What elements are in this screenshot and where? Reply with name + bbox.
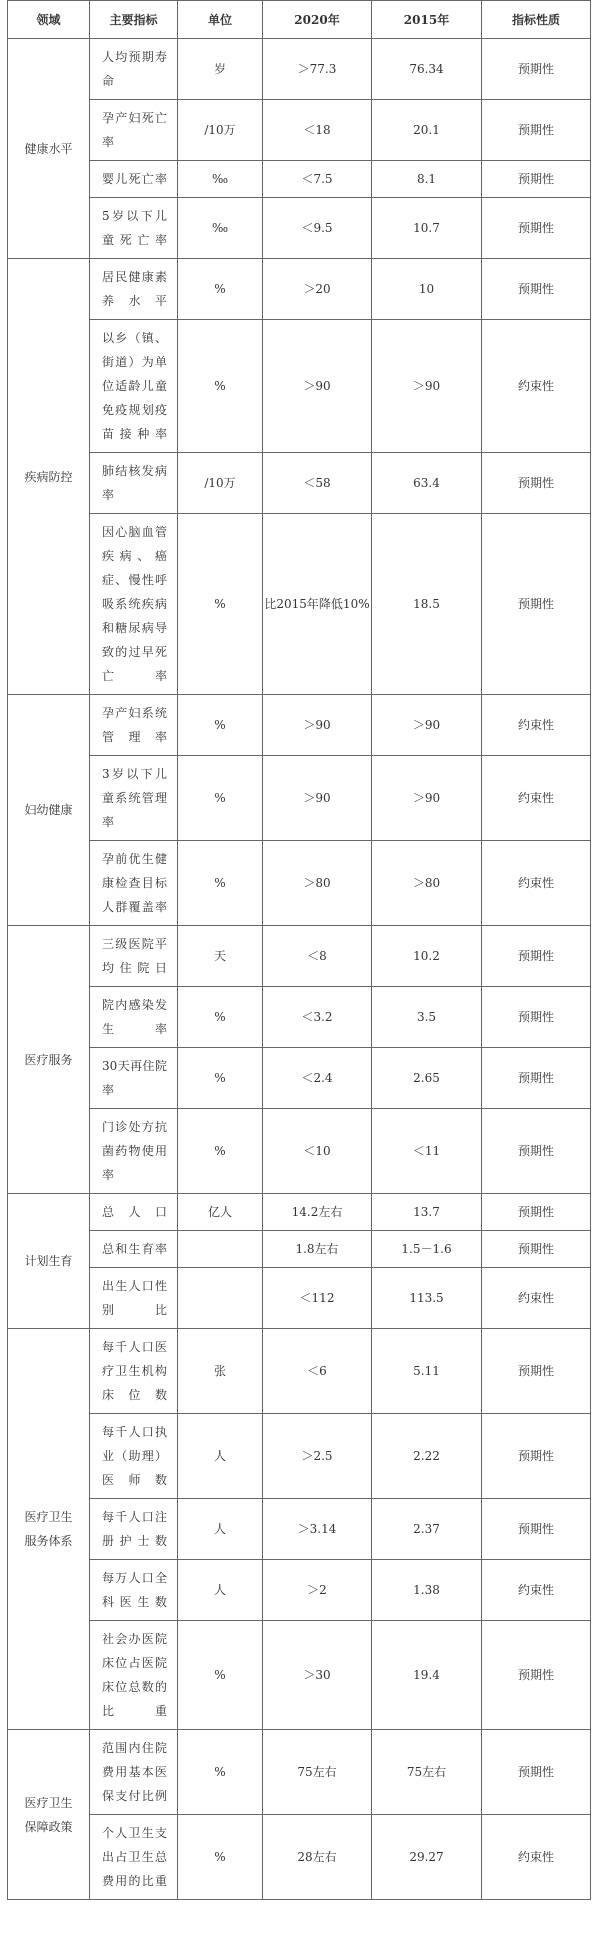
unit-cell: 人 [178,1414,263,1499]
table-row [8,756,591,841]
value-2015-cell: ＞80 [372,841,482,926]
nature-cell: 预期性 [482,514,591,695]
nature-cell: 约束性 [482,695,591,756]
header-2015: 2015年 [372,1,482,39]
indicator-cell: 人均预期寿命 [90,39,178,100]
value-2015-cell: 113.5 [372,1268,482,1329]
domain-cell: 医疗卫生服务体系 [8,1329,90,1730]
domain-cell: 健康水平 [8,39,90,259]
value-2015-cell: ＞90 [372,695,482,756]
value-2020-cell: ＜58 [263,453,372,514]
nature-cell: 约束性 [482,1560,591,1621]
table-row [8,1048,591,1109]
value-2015-cell: 5.11 [372,1329,482,1414]
value-2020-cell: ＞90 [263,320,372,453]
value-2020-cell: ＞2.5 [263,1414,372,1499]
indicator-cell: 因心脑血管疾病、癌症、慢性呼吸系统疾病和糖尿病导致的过早死亡率 [90,514,178,695]
unit-cell: 人 [178,1560,263,1621]
indicator-cell: 孕前优生健康检查目标人群覆盖率 [90,841,178,926]
value-2015-cell: 20.1 [372,100,482,161]
indicator-cell: 个人卫生支出占卫生总费用的比重 [90,1815,178,1900]
unit-cell [178,1231,263,1268]
nature-cell: 预期性 [482,1414,591,1499]
table-row [8,1109,591,1194]
unit-cell: ‰ [178,161,263,198]
table-row [8,100,591,161]
indicator-cell: 孕产妇系统管理率 [90,695,178,756]
value-2020-cell: ＜2.4 [263,1048,372,1109]
unit-cell: % [178,1621,263,1730]
value-2020-cell: 75左右 [263,1730,372,1815]
value-2020-cell: ＜112 [263,1268,372,1329]
value-2015-cell: 18.5 [372,514,482,695]
table-row [8,841,591,926]
indicator-cell: 每千人口执业（助理）医师数 [90,1414,178,1499]
value-2020-cell: ＞3.14 [263,1499,372,1560]
nature-cell: 预期性 [482,1329,591,1414]
value-2020-cell: ＞80 [263,841,372,926]
table-row [8,987,591,1048]
value-2015-cell: 2.65 [372,1048,482,1109]
value-2015-cell: 8.1 [372,161,482,198]
indicator-cell: 3岁以下儿童系统管理率 [90,756,178,841]
value-2015-cell: 19.4 [372,1621,482,1730]
unit-cell: ‰ [178,198,263,259]
unit-cell: % [178,1109,263,1194]
nature-cell: 预期性 [482,1499,591,1560]
nature-cell: 预期性 [482,198,591,259]
value-2020-cell: ＞90 [263,695,372,756]
table-row [8,1730,591,1815]
unit-cell: 岁 [178,39,263,100]
table-row [8,1815,591,1900]
unit-cell: % [178,841,263,926]
unit-cell: 张 [178,1329,263,1414]
indicator-cell: 范围内住院费用基本医保支付比例 [90,1730,178,1815]
value-2020-cell: ＞90 [263,756,372,841]
unit-cell: % [178,987,263,1048]
value-2015-cell: 2.22 [372,1414,482,1499]
value-2015-cell: ＜11 [372,1109,482,1194]
table-row [8,1560,591,1621]
value-2015-cell: 1.5－1.6 [372,1231,482,1268]
table-row [8,161,591,198]
value-2015-cell: 2.37 [372,1499,482,1560]
nature-cell: 预期性 [482,1109,591,1194]
value-2015-cell: ＞90 [372,756,482,841]
nature-cell: 预期性 [482,1194,591,1231]
indicator-cell: 30天再住院率 [90,1048,178,1109]
value-2020-cell: 1.8左右 [263,1231,372,1268]
value-2015-cell: 10.7 [372,198,482,259]
header-indicator: 主要指标 [90,1,178,39]
value-2015-cell: 76.34 [372,39,482,100]
unit-cell: 亿人 [178,1194,263,1231]
value-2015-cell: ＞90 [372,320,482,453]
table-row [8,453,591,514]
value-2020-cell: ＜18 [263,100,372,161]
nature-cell: 预期性 [482,259,591,320]
indicator-cell: 婴儿死亡率 [90,161,178,198]
indicator-cell: 每万人口全科医生数 [90,1560,178,1621]
table-row [8,514,591,695]
nature-cell: 约束性 [482,841,591,926]
unit-cell: % [178,695,263,756]
value-2020-cell: 14.2左右 [263,1194,372,1231]
value-2020-cell: ＜3.2 [263,987,372,1048]
table-row [8,1268,591,1329]
value-2015-cell: 3.5 [372,987,482,1048]
value-2020-cell: ＜7.5 [263,161,372,198]
nature-cell: 约束性 [482,320,591,453]
table-row [8,1231,591,1268]
value-2015-cell: 63.4 [372,453,482,514]
nature-cell: 预期性 [482,1621,591,1730]
header-domain: 领域 [8,1,90,39]
table-row [8,1621,591,1730]
value-2020-cell: ＞30 [263,1621,372,1730]
header-nature: 指标性质 [482,1,591,39]
value-2015-cell: 75左右 [372,1730,482,1815]
unit-cell: % [178,259,263,320]
unit-cell: % [178,320,263,453]
nature-cell: 预期性 [482,1231,591,1268]
value-2020-cell: ＜8 [263,926,372,987]
nature-cell: 预期性 [482,161,591,198]
nature-cell: 约束性 [482,756,591,841]
value-2020-cell: ＜6 [263,1329,372,1414]
nature-cell: 预期性 [482,1730,591,1815]
indicator-cell: 门诊处方抗菌药物使用率 [90,1109,178,1194]
indicator-cell: 每千人口注册护士数 [90,1499,178,1560]
table-row [8,320,591,453]
table-row [8,695,591,756]
table-row [8,1329,591,1414]
nature-cell: 预期性 [482,100,591,161]
table-row [8,39,591,100]
value-2020-cell: ＞2 [263,1560,372,1621]
indicator-cell: 三级医院平均住院日 [90,926,178,987]
domain-cell: 计划生育 [8,1194,90,1329]
unit-cell [178,1268,263,1329]
indicator-cell: 以乡（镇、街道）为单位适龄儿童免疫规划疫苗接种率 [90,320,178,453]
indicator-cell: 社会办医院床位占医院床位总数的比重 [90,1621,178,1730]
domain-cell: 疾病防控 [8,259,90,695]
value-2020-cell: 28左右 [263,1815,372,1900]
indicator-cell: 肺结核发病率 [90,453,178,514]
value-2015-cell: 29.27 [372,1815,482,1900]
unit-cell: 人 [178,1499,263,1560]
domain-cell: 医疗卫生保障政策 [8,1730,90,1900]
value-2020-cell: ＜9.5 [263,198,372,259]
unit-cell: /10万 [178,100,263,161]
value-2020-cell: ＞20 [263,259,372,320]
table-row [8,1499,591,1560]
value-2015-cell: 1.38 [372,1560,482,1621]
table-row [8,1414,591,1499]
header-unit: 单位 [178,1,263,39]
value-2020-cell: ＜10 [263,1109,372,1194]
value-2020-cell: 比2015年降低10% [263,514,372,695]
table-row [8,926,591,987]
indicator-cell: 总人口 [90,1194,178,1231]
nature-cell: 预期性 [482,926,591,987]
nature-cell: 预期性 [482,1048,591,1109]
table-row [8,198,591,259]
domain-cell: 妇幼健康 [8,695,90,926]
unit-cell: /10万 [178,453,263,514]
nature-cell: 预期性 [482,987,591,1048]
header-2020: 2020年 [263,1,372,39]
indicator-cell: 每千人口医疗卫生机构床位数 [90,1329,178,1414]
indicator-table [7,0,591,1900]
nature-cell: 约束性 [482,1815,591,1900]
table-row [8,259,591,320]
indicator-cell: 院内感染发生率 [90,987,178,1048]
indicator-cell: 孕产妇死亡率 [90,100,178,161]
unit-cell: % [178,1048,263,1109]
value-2015-cell: 13.7 [372,1194,482,1231]
domain-cell: 医疗服务 [8,926,90,1194]
table-row [8,1194,591,1231]
unit-cell: % [178,1815,263,1900]
nature-cell: 预期性 [482,453,591,514]
indicator-cell: 总和生育率 [90,1231,178,1268]
unit-cell: 天 [178,926,263,987]
value-2015-cell: 10.2 [372,926,482,987]
value-2020-cell: ＞77.3 [263,39,372,100]
indicator-cell: 5岁以下儿童死亡率 [90,198,178,259]
nature-cell: 约束性 [482,1268,591,1329]
header-row [8,1,591,39]
unit-cell: % [178,514,263,695]
unit-cell: % [178,756,263,841]
nature-cell: 预期性 [482,39,591,100]
indicator-cell: 居民健康素养水平 [90,259,178,320]
unit-cell: % [178,1730,263,1815]
value-2015-cell: 10 [372,259,482,320]
indicator-cell: 出生人口性别比 [90,1268,178,1329]
